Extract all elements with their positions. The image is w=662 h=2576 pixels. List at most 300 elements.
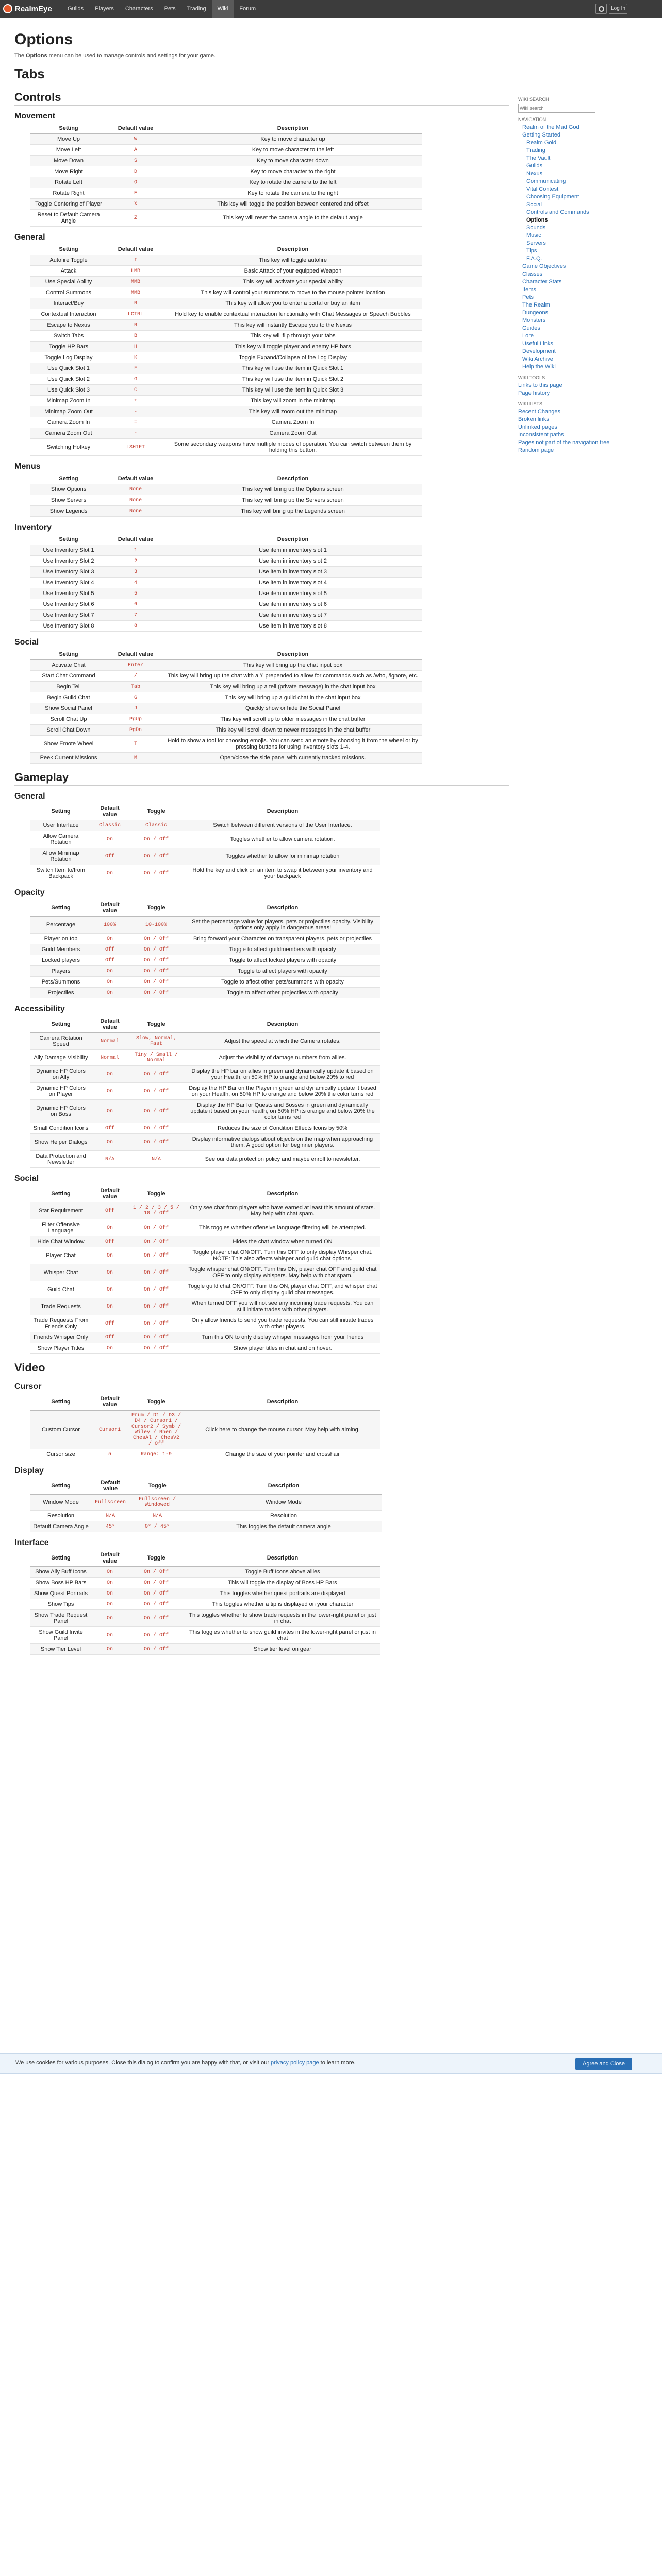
table-cell: This key will bring up the Servers screen [164, 495, 422, 506]
table-cell: Cursor size [30, 1449, 92, 1460]
sidebar-link[interactable]: Trading [526, 147, 545, 154]
nav-item-forum[interactable]: Forum [239, 6, 256, 12]
sidebar-link[interactable]: Realm Gold [526, 140, 557, 146]
sidebar-link[interactable]: Game Objectives [522, 263, 566, 269]
table-cell: This key will bring up the chat input box [164, 660, 422, 671]
table-cell: Show Emote Wheel [30, 736, 107, 753]
table-row [30, 588, 422, 599]
sidebar-link[interactable]: Social [526, 201, 542, 208]
table-cell: LSHIFT [107, 439, 164, 456]
table-cell: Dynamic HP Colors on Player [30, 1083, 92, 1100]
table-cell: Show Player Titles [30, 1343, 92, 1354]
sidebar-link[interactable]: Classes [522, 271, 543, 277]
table-row [30, 363, 422, 374]
table-cell: M [107, 753, 164, 764]
table-cell: Pets/Summons [30, 977, 92, 988]
table-row [30, 692, 422, 703]
table-row [30, 320, 422, 331]
sidebar-link[interactable]: Music [526, 232, 541, 239]
sidebar-list-link[interactable]: Recent Changes [518, 409, 560, 415]
table-cell: Dynamic HP Colors on Boss [30, 1100, 92, 1123]
table-cell: This key will reset the camera angle to the default angle [164, 210, 422, 227]
sidebar-link[interactable]: Guilds [526, 163, 543, 169]
table-cell: Show Tier Level [30, 1644, 92, 1655]
table-cell: Use Inventory Slot 1 [30, 545, 107, 556]
table-cell: When turned OFF you will not see any incoming trade requests. You can still initiate trades with other players. [185, 1298, 380, 1315]
table-cell: Move Down [30, 156, 107, 166]
table-cell: This key will instantly Escape you to the Nexus [164, 320, 422, 331]
table-cell: - [107, 428, 164, 439]
sidebar-link[interactable]: Realm of the Mad God [522, 124, 580, 130]
nav-item-characters[interactable]: Characters [125, 6, 153, 12]
sidebar-link[interactable]: Vital Contest [526, 186, 559, 192]
column-header: Description [164, 123, 422, 134]
table-cell: This key will allow you to enter a portal or buy an item [164, 298, 422, 309]
sidebar-link[interactable]: Character Stats [522, 279, 562, 285]
login-button[interactable]: Log In [609, 4, 627, 14]
column-header: Default value [92, 1394, 128, 1411]
sidebar-link[interactable]: The Vault [526, 155, 551, 161]
table-cell: Allow Minimap Rotation [30, 848, 92, 865]
table-cell: Toggle to affect players with opacity [185, 966, 380, 977]
table-cell: On / Off [128, 1343, 185, 1354]
table-cell: Whisper Chat [30, 1264, 92, 1281]
table-cell: Camera Zoom In [30, 417, 107, 428]
subsection-heading: Interface [14, 1538, 49, 1547]
sidebar-link[interactable]: Lore [522, 333, 534, 339]
sidebar-link[interactable]: Sounds [526, 225, 546, 231]
section-heading: Video [14, 1361, 509, 1376]
table-cell: On [92, 1100, 128, 1123]
column-header: Toggle [128, 900, 185, 917]
table-cell: Use Inventory Slot 7 [30, 610, 107, 621]
section-heading: Controls [14, 91, 509, 106]
column-header: Toggle [128, 1016, 185, 1033]
table-cell: Scroll Chat Down [30, 725, 107, 736]
table-cell: 45° [92, 1521, 129, 1532]
table-cell: This key will scroll up to older messages in the chat buffer [164, 714, 422, 725]
table-cell: MMB [107, 277, 164, 287]
table-cell: On / Off [128, 1610, 185, 1627]
sidebar-link[interactable]: Nexus [526, 171, 543, 177]
page-title: Options [14, 31, 73, 48]
column-header: Setting [30, 900, 92, 917]
top-navigation-bar [0, 0, 662, 18]
table-cell: This toggles whether a tip is displayed on your character [185, 1599, 380, 1610]
main-content [14, 31, 509, 1658]
table-cell: Toggle Centering of Player [30, 199, 107, 210]
table-header-row [30, 649, 422, 660]
table-row [30, 736, 422, 753]
sidebar-link[interactable]: Controls and Commands [526, 209, 589, 215]
table-cell: On [92, 1644, 128, 1655]
column-header: Toggle [128, 803, 185, 820]
table-cell: Show Guild Invite Panel [30, 1627, 92, 1644]
table-cell: Use item in inventory slot 5 [164, 588, 422, 599]
table-row [30, 966, 380, 977]
table-header-row [30, 534, 422, 545]
options-table [30, 1185, 380, 1354]
table-cell: Change the size of your pointer and crosshair [185, 1449, 380, 1460]
table-row [30, 1588, 380, 1599]
options-table [30, 1478, 382, 1532]
nav-item-guilds[interactable]: Guilds [68, 6, 84, 12]
table-cell: On [92, 1264, 128, 1281]
table-row [30, 578, 422, 588]
table-cell: Switch between different versions of the User Interface. [185, 820, 380, 831]
table-cell: None [107, 484, 164, 495]
table-cell: X [107, 199, 164, 210]
subsection-heading: Cursor [14, 1382, 42, 1391]
table-cell: On / Off [128, 1236, 185, 1247]
sidebar-link[interactable]: Communicating [526, 178, 566, 184]
table-cell: On [92, 1578, 128, 1588]
table-cell: Players [30, 966, 92, 977]
table-cell: Begin Tell [30, 682, 107, 692]
table-row [30, 417, 422, 428]
table-cell: On / Off [128, 1588, 185, 1599]
table-cell: This toggles whether quest portraits are displayed [185, 1588, 380, 1599]
sidebar-link[interactable]: Choosing Equipment [526, 194, 580, 200]
sidebar-link[interactable]: Useful Links [522, 341, 553, 347]
table-row [30, 556, 422, 567]
table-row [30, 406, 422, 417]
sidebar-link[interactable]: Items [522, 286, 536, 293]
table-row [30, 199, 422, 210]
table-cell: This key will activate your special ability [164, 277, 422, 287]
column-header: Default value [92, 803, 128, 820]
table-header-row [30, 244, 422, 255]
table-cell: Start Chat Command [30, 671, 107, 682]
table-cell: On [92, 1610, 128, 1627]
table-cell: Camera Zoom Out [164, 428, 422, 439]
table-cell: B [107, 331, 164, 342]
table-row [30, 385, 422, 396]
table-cell: 7 [107, 610, 164, 621]
intro-text: The Options menu can be used to manage controls and settings for your game. [14, 53, 216, 59]
sidebar-list-link[interactable]: Inconsistent paths [518, 432, 564, 438]
tabs-heading: Tabs [14, 66, 509, 83]
sidebar-list-link[interactable]: Unlinked pages [518, 424, 557, 430]
table-row [30, 287, 422, 298]
table-row [30, 831, 380, 848]
table-cell: Classic [92, 820, 128, 831]
sidebar-list-link[interactable]: Broken links [518, 416, 549, 422]
table-cell: Off [92, 944, 128, 955]
table-cell: This key will use the item in Quick Slot 3 [164, 385, 422, 396]
column-header: Setting [30, 534, 107, 545]
table-cell: Off [92, 1202, 128, 1219]
sidebar-link[interactable]: Pets [522, 294, 534, 300]
table-cell: T [107, 736, 164, 753]
column-header: Default value [107, 123, 164, 134]
table-cell: None [107, 495, 164, 506]
table-cell: Camera Zoom Out [30, 428, 107, 439]
sidebar-list-link[interactable]: Pages not part of the navigation tree [518, 439, 610, 446]
table-cell: 5 [107, 588, 164, 599]
table-cell: On / Off [128, 1066, 185, 1083]
table-row [30, 1134, 380, 1151]
sidebar-link[interactable]: Options [526, 217, 548, 223]
sidebar-link[interactable]: Dungeons [522, 310, 549, 316]
table-cell: Player on top [30, 934, 92, 944]
table-cell: R [107, 320, 164, 331]
table-cell: Use Inventory Slot 4 [30, 578, 107, 588]
table-cell: Off [92, 1123, 128, 1134]
section-heading: Gameplay [14, 771, 509, 786]
table-cell: N/A [129, 1511, 186, 1521]
table-row [30, 439, 422, 456]
options-table [30, 123, 422, 227]
sidebar-link[interactable]: The Realm [522, 302, 550, 308]
table-cell: Basic Attack of your equipped Weapon [164, 266, 422, 277]
table-row [30, 714, 422, 725]
table-cell: N/A [92, 1511, 129, 1521]
table-cell: On [92, 988, 128, 998]
sidebar-link[interactable]: Monsters [522, 317, 546, 324]
table-cell: On / Off [128, 848, 185, 865]
table-header-row [30, 1550, 380, 1567]
table-cell: H [107, 342, 164, 352]
table-row [30, 1599, 380, 1610]
sidebar-link[interactable]: Tips [526, 248, 537, 254]
sidebar-search-label: WIKI SEARCH [518, 97, 549, 102]
table-cell: Open/close the side panel with currently tracked missions. [164, 753, 422, 764]
options-table [30, 473, 422, 517]
table-cell: Use item in inventory slot 3 [164, 567, 422, 578]
table-cell: Normal [92, 1050, 128, 1066]
table-row [30, 1050, 380, 1066]
column-header: Description [164, 534, 422, 545]
cookie-text [15, 2060, 356, 2066]
table-cell: On / Off [128, 1100, 185, 1123]
table-row [30, 725, 422, 736]
table-cell: On / Off [128, 955, 185, 966]
options-table [30, 244, 422, 456]
intro-rest: menu can be used to manage controls and settings for your game. [48, 53, 216, 59]
table-cell: This toggles whether offensive language filtering will be attempted. [185, 1219, 380, 1236]
column-header: Setting [30, 803, 92, 820]
table-cell: Hides the chat window when turned ON [185, 1236, 380, 1247]
table-row [30, 1100, 380, 1123]
table-cell: Toggle Buff Icons above allies [185, 1567, 380, 1578]
table-row [30, 567, 422, 578]
table-cell: Rotate Right [30, 188, 107, 199]
table-cell: On / Off [128, 1264, 185, 1281]
table-cell: This key will bring up the Legends screen [164, 506, 422, 517]
table-cell: PgUp [107, 714, 164, 725]
subsection-heading: Movement [14, 112, 56, 121]
table-row [30, 1123, 380, 1134]
table-row [30, 1521, 382, 1532]
nav-item-trading[interactable]: Trading [187, 6, 206, 12]
table-cell: K [107, 352, 164, 363]
table-row [30, 753, 422, 764]
table-row [30, 955, 380, 966]
column-header: Setting [30, 473, 107, 484]
table-cell: This will toggle the display of Boss HP Bars [185, 1578, 380, 1588]
table-cell: Use Quick Slot 1 [30, 363, 107, 374]
agree-close-button[interactable]: Agree and Close [575, 2058, 632, 2070]
column-header: Setting [30, 1478, 92, 1495]
table-cell: Switch Item to/from Backpack [30, 865, 92, 882]
table-cell: Q [107, 177, 164, 188]
table-row [30, 917, 380, 934]
wiki-search-input[interactable] [518, 104, 595, 113]
column-header: Default value [107, 534, 164, 545]
table-cell: Use Special Ability [30, 277, 107, 287]
table-cell: Use Inventory Slot 6 [30, 599, 107, 610]
table-cell: J [107, 703, 164, 714]
table-cell: Ally Damage Visibility [30, 1050, 92, 1066]
table-cell: Use item in inventory slot 7 [164, 610, 422, 621]
nav-item-players[interactable]: Players [95, 6, 114, 12]
table-cell: Off [92, 955, 128, 966]
table-cell: Show Ally Buff Icons [30, 1567, 92, 1578]
table-cell: On / Off [128, 1644, 185, 1655]
table-row [30, 682, 422, 692]
search-icon[interactable] [595, 4, 607, 14]
sidebar-tools-label: WIKI TOOLS [518, 375, 545, 380]
table-row [30, 188, 422, 199]
sidebar-link[interactable]: Help the Wiki [522, 364, 556, 370]
sidebar-link[interactable]: Development [522, 348, 556, 354]
table-cell: Classic [128, 820, 185, 831]
sidebar-tool-link[interactable]: Links to this page [518, 382, 562, 388]
table-cell: On [92, 1066, 128, 1083]
table-cell: On / Off [128, 966, 185, 977]
table-cell: Rotate Left [30, 177, 107, 188]
table-cell: This key will flip through your tabs [164, 331, 422, 342]
table-cell: W [107, 134, 164, 145]
table-row [30, 298, 422, 309]
column-header: Setting [30, 1394, 92, 1411]
sidebar-link[interactable]: F.A.Q. [526, 256, 542, 262]
table-cell: Toggle to affect guildmembers with opacity [185, 944, 380, 955]
table-cell: Tab [107, 682, 164, 692]
table-cell: On [92, 1281, 128, 1298]
table-row [30, 134, 422, 145]
options-table [30, 1394, 380, 1460]
table-cell: A [107, 145, 164, 156]
table-row [30, 1610, 380, 1627]
column-header: Description [185, 1394, 380, 1411]
table-cell: Dynamic HP Colors on Ally [30, 1066, 92, 1083]
nav-item-wiki[interactable]: Wiki [212, 0, 234, 18]
table-cell: Use Quick Slot 2 [30, 374, 107, 385]
table-cell: Reset to Default Camera Angle [30, 210, 107, 227]
table-row [30, 1236, 380, 1247]
table-cell: Toggle HP Bars [30, 342, 107, 352]
table-cell: Resolution [30, 1511, 92, 1521]
privacy-policy-link[interactable]: privacy policy page [271, 2060, 319, 2066]
table-row [30, 396, 422, 406]
table-cell: 5 [92, 1449, 128, 1460]
sidebar-link[interactable]: Servers [526, 240, 546, 246]
table-cell: Key to move character to the right [164, 166, 422, 177]
nav-item-pets[interactable]: Pets [164, 6, 176, 12]
column-header: Description [164, 244, 422, 255]
table-row [30, 1495, 382, 1511]
table-cell: See our data protection policy and maybe enroll to newsletter. [185, 1151, 380, 1168]
table-row [30, 1202, 380, 1219]
table-cell: Friends Whisper Only [30, 1332, 92, 1343]
table-row [30, 1567, 380, 1578]
table-header-row [30, 1016, 380, 1033]
table-cell: Off [92, 848, 128, 865]
column-header: Default value [92, 1550, 128, 1567]
logo-icon [3, 4, 12, 13]
sidebar-link[interactable]: Getting Started [522, 132, 560, 138]
sidebar-link[interactable]: Wiki Archive [522, 356, 553, 362]
table-cell: Toggle to affect other projectiles with opacity [185, 988, 380, 998]
table-cell: On / Off [128, 944, 185, 955]
table-cell: Filter Offensive Language [30, 1219, 92, 1236]
table-header-row [30, 1478, 382, 1495]
table-cell: Begin Guild Chat [30, 692, 107, 703]
column-header: Description [185, 1016, 380, 1033]
table-row [30, 621, 422, 632]
column-header: Default value [92, 1478, 129, 1495]
table-cell: C [107, 385, 164, 396]
table-cell: 2 [107, 556, 164, 567]
table-cell: N/A [92, 1151, 128, 1168]
table-cell: This key will bring up the Options screen [164, 484, 422, 495]
table-cell: This key will use the item in Quick Slot 2 [164, 374, 422, 385]
table-cell: Attack [30, 266, 107, 277]
table-cell: Key to move character down [164, 156, 422, 166]
table-cell: Some secondary weapons have multiple modes of operation. You can switch between them by holding this button. [164, 439, 422, 456]
column-header: Setting [30, 1185, 92, 1202]
subsection-heading: General [14, 792, 45, 801]
table-row [30, 506, 422, 517]
table-cell: Projectiles [30, 988, 92, 998]
column-header: Default value [107, 473, 164, 484]
table-row [30, 266, 422, 277]
table-cell: Toggles whether to allow for minimap rotation [185, 848, 380, 865]
sidebar-list-link[interactable]: Random page [518, 447, 554, 453]
realmeye-logo[interactable] [3, 3, 52, 14]
table-cell: Toggles whether to allow camera rotation. [185, 831, 380, 848]
table-cell: Show Social Panel [30, 703, 107, 714]
table-cell: On / Off [128, 1219, 185, 1236]
table-cell: This key will use the item in Quick Slot 1 [164, 363, 422, 374]
table-cell: On / Off [128, 1567, 185, 1578]
table-row [30, 210, 422, 227]
table-header-row [30, 1185, 380, 1202]
table-cell: Show tier level on gear [185, 1644, 380, 1655]
table-cell: Camera Rotation Speed [30, 1033, 92, 1050]
table-cell: Move Left [30, 145, 107, 156]
table-cell: This toggles the default camera angle [186, 1521, 382, 1532]
table-row [30, 1343, 380, 1354]
table-cell: Turn this ON to only display whisper messages from your friends [185, 1332, 380, 1343]
sidebar-tool-link[interactable]: Page history [518, 390, 550, 396]
table-cell: Peek Current Missions [30, 753, 107, 764]
wiki-sidebar [518, 93, 629, 454]
table-cell: Toggle guild chat ON/OFF. Turn this ON, player chat OFF, and whisper chat OFF to only display guild chat messages. [185, 1281, 380, 1298]
table-cell: Default Camera Angle [30, 1521, 92, 1532]
sidebar-link[interactable]: Guides [522, 325, 540, 331]
table-cell: Fullscreen / Windowed [129, 1495, 186, 1511]
logo-text: RealmEye [15, 4, 52, 13]
table-row [30, 1219, 380, 1236]
table-cell: Range: 1-9 [128, 1449, 185, 1460]
table-cell: Bring forward your Character on transparent players, pets or projectiles [185, 934, 380, 944]
column-header: Setting [30, 649, 107, 660]
table-cell: Guild Members [30, 944, 92, 955]
table-cell: Show player titles in chat and on hover. [185, 1343, 380, 1354]
